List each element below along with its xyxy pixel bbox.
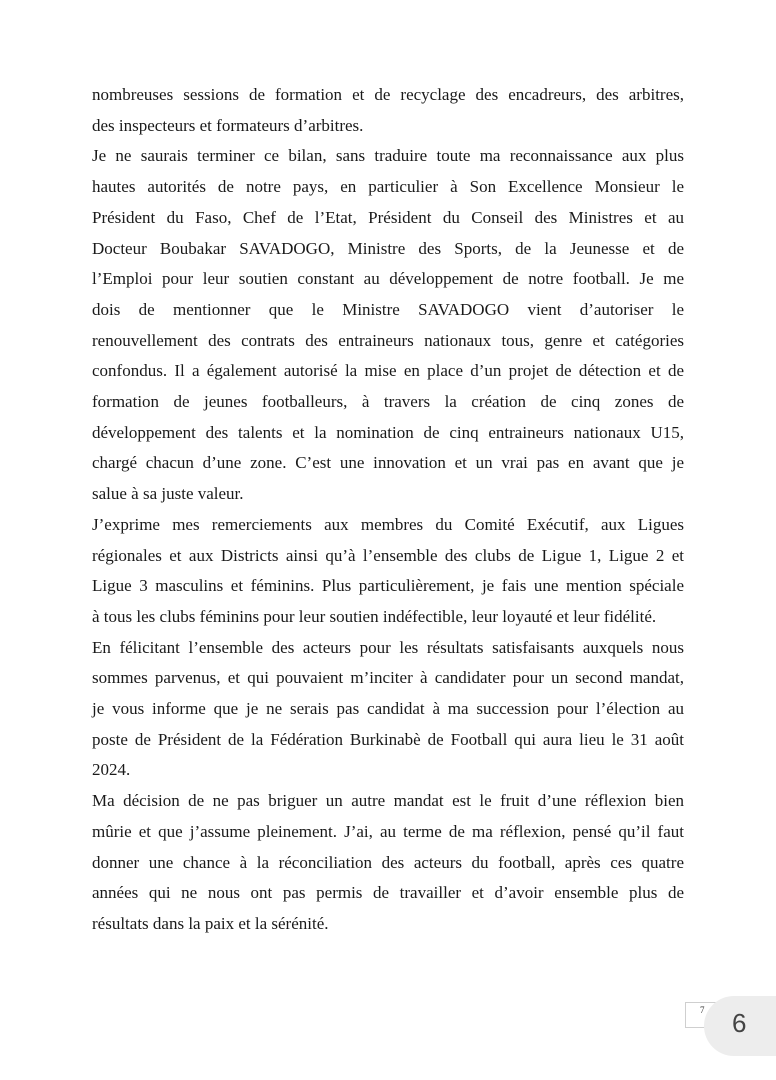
paragraph-thanks-committee [92,510,684,633]
text-line: Président du Faso, Chef de l’Etat, Président du Conseil des Ministres et au [92,207,684,227]
text-line: Docteur Boubakar SAVADOGO, Ministre des Sports, de la Jeunesse et de [92,238,684,258]
text-line: Ligue 3 masculins et féminins. Plus particulièrement, je fais une mention spéciale [92,576,684,596]
text-line: chargé chacun d’une zone. C’est une innovation et un vrai pas en avant que je [92,453,684,473]
paragraph-decision [92,786,684,940]
text-line: donner une chance à la réconciliation des acteurs du football, après ces quatre [92,852,684,872]
text-line: je vous informe que je ne serais pas candidat à ma succession pour l’élection au [92,699,684,719]
page-indicator-number: 6 [732,1008,747,1038]
text-line: poste de Président de la Fédération Burkinabè de Football qui aura lieu le 31 août [92,729,684,749]
text-line: régionales et aux Districts ainsi qu’à l’ensemble des clubs de Ligue 1, Ligue 2 et [92,545,684,565]
text-line: J’exprime mes remerciements aux membres du Comité Exécutif, aux Ligues [92,514,684,534]
text-line: hautes autorités de notre pays, en particulier à Son Excellence Monsieur le [92,177,684,197]
text-line: l’Emploi pour leur soutien constant au développement de notre football. Je me [92,269,684,289]
text-line: En félicitant l’ensemble des acteurs pour les résultats satisfaisants auxquels nous [92,637,684,657]
paragraph-acknowledgements-authorities [92,141,684,509]
text-line: formation de jeunes footballeurs, à travers la création de cinq zones de [92,392,684,412]
paragraph-candidacy [92,633,684,787]
text-line: renouvellement des contrats des entraineurs nationaux tous, genre et catégories [92,330,684,350]
text-line: Je ne saurais terminer ce bilan, sans traduire toute ma reconnaissance aux plus [92,146,684,166]
text-line: développement des talents et la nomination de cinq entraineurs nationaux U15, [92,422,684,442]
paragraph-training [92,80,684,141]
text-line: dois de mentionner que le Ministre SAVADOGO vient d’autoriser le [92,299,684,319]
text-line: à tous les clubs féminins pour leur soutien indéfectible, leur loyauté et leur fidélité. [92,606,657,626]
text-line: 2024. [92,760,131,780]
text-line: confondus. Il a également autorisé la mise en place d’un projet de détection et de [92,361,684,381]
document-body [92,80,684,940]
text-line: mûrie et que j’assume pleinement. J’ai, au terme de ma réflexion, pensé qu’il faut [92,821,684,841]
text-line: des inspecteurs et formateurs d’arbitres. [92,115,364,135]
text-line: sommes parvenus, et qui pouvaient m’inciter à candidater pour un second mandat, [92,668,684,688]
text-line: salue à sa juste valeur. [92,484,244,504]
text-line: Ma décision de ne pas briguer un autre mandat est le fruit d’une réflexion bien [92,791,684,811]
page-number-small: 7 [700,1005,705,1015]
text-line: résultats dans la paix et la sérénité. [92,913,329,933]
text-line: nombreuses sessions de formation et de recyclage des encadreurs, des arbitres, [92,85,684,104]
text-line: années qui ne nous ont pas permis de travailler et d’avoir ensemble plus de [92,883,684,903]
